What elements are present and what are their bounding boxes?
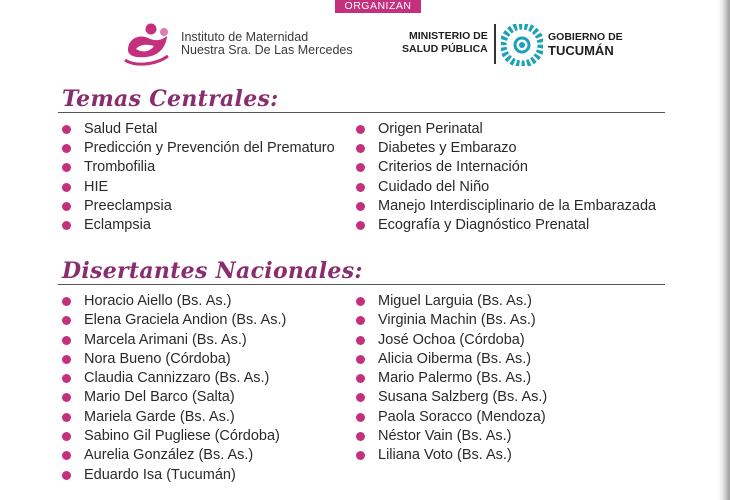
- list-item: Nora Bueno (Córdoba): [62, 350, 286, 369]
- list-item: Miguel Larguia (Bs. As.): [356, 292, 547, 311]
- list-item: José Ochoa (Córdoba): [356, 331, 547, 350]
- government-line1: GOBIERNO DE: [548, 31, 623, 43]
- government-line2: TUCUMÁN: [548, 43, 614, 58]
- list-item: Claudia Cannizzaro (Bs. As.): [62, 369, 286, 388]
- ministry-line2: SALUD PÚBLICA: [402, 43, 488, 55]
- temas-list-right: [356, 120, 656, 235]
- list-item: HIE: [62, 178, 335, 197]
- list-item: Elena Graciela Andion (Bs. As.): [62, 311, 286, 330]
- disertantes-list-left: [62, 292, 286, 485]
- list-item: Paola Soracco (Mendoza): [356, 408, 547, 427]
- list-item: Mariela Garde (Bs. As.): [62, 408, 286, 427]
- ministry-line1: MINISTERIO DE: [408, 30, 488, 42]
- organizan-banner: ORGANIZAN: [335, 0, 421, 13]
- logo-divider: [494, 24, 496, 64]
- list-item: Susana Salzberg (Bs. As.): [356, 388, 547, 407]
- list-item: Predicción y Prevención del Prematuro: [62, 139, 335, 158]
- page-edge-shadow: [718, 0, 730, 500]
- institute-name: [181, 31, 353, 57]
- disertantes-title: Disertantes Nacionales:: [62, 258, 363, 284]
- list-item: Manejo Interdisciplinario de la Embarazada: [356, 197, 656, 216]
- list-item: Horacio Aiello (Bs. As.): [62, 292, 286, 311]
- list-item: Preeclampsia: [62, 197, 335, 216]
- list-item: Mario Del Barco (Salta): [62, 388, 286, 407]
- list-item: Origen Perinatal: [356, 120, 656, 139]
- list-item: Trombofilia: [62, 158, 335, 177]
- list-item: Eduardo Isa (Tucumán): [62, 466, 286, 485]
- disertantes-rule: [58, 284, 665, 285]
- list-item: Virginia Machin (Bs. As.): [356, 311, 547, 330]
- institute-name-line2: Nuestra Sra. De Las Mercedes: [181, 43, 353, 57]
- list-item: Salud Fetal: [62, 120, 335, 139]
- list-item: Diabetes y Embarazo: [356, 139, 656, 158]
- list-item: Néstor Vain (Bs. As.): [356, 427, 547, 446]
- list-item: Cuidado del Niño: [356, 178, 656, 197]
- list-item: Mario Palermo (Bs. As.): [356, 369, 547, 388]
- temas-rule: [58, 112, 665, 113]
- disertantes-list-right: [356, 292, 547, 466]
- temas-list-left: [62, 120, 335, 235]
- government-name: [548, 30, 623, 58]
- institute-name-line1: Instituto de Maternidad: [181, 30, 309, 44]
- temas-title: Temas Centrales:: [62, 86, 279, 112]
- ministry-name: [402, 30, 488, 56]
- list-item: Ecografía y Diagnóstico Prenatal: [356, 216, 656, 235]
- list-item: Marcela Arimani (Bs. As.): [62, 331, 286, 350]
- list-item: Sabino Gil Pugliese (Córdoba): [62, 427, 286, 446]
- list-item: Criterios de Internación: [356, 158, 656, 177]
- list-item: Aurelia González (Bs. As.): [62, 446, 286, 465]
- list-item: Liliana Voto (Bs. As.): [356, 446, 547, 465]
- maternity-institute-logo: [122, 22, 172, 66]
- list-item: Alicia Oiberma (Bs. As.): [356, 350, 547, 369]
- tucuman-government-logo: [501, 24, 543, 66]
- list-item: Eclampsia: [62, 216, 335, 235]
